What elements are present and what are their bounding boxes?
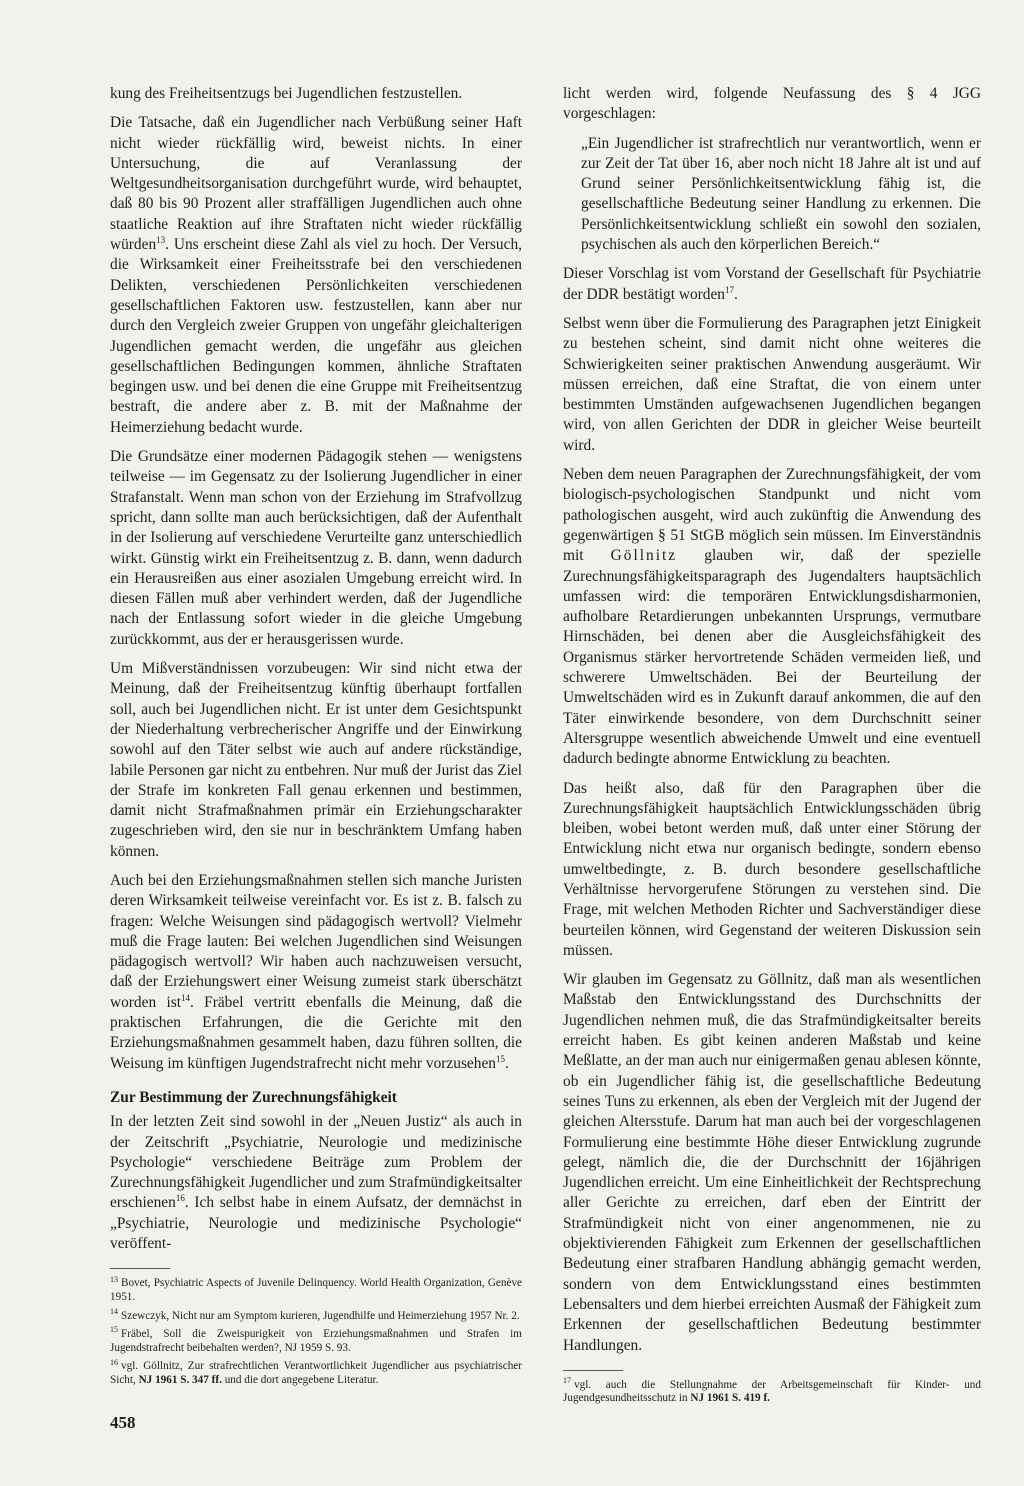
footnote-13: $^{13}$ Bovet, Psychiatric Aspects of Juvenile Delinquency. World Health Organization, Genève 1951. <box>110 1274 522 1303</box>
paragraph: In der letzten Zeit sind sowohl in der „Neuen Justiz“ als auch in der Zeitschrift „Psychiatrie, Neurologie und medizinische Psychologie“ verschiedene Beiträge zum Problem der Zurechnungsfähigkeit Jugendlicher und zum Strafmündigkeitsalter erschienen$^{16}$. Ich selbst habe in einem Aufsatz, der demnächst in „Psychiatrie, Neurologie und medizinische Psychologie“ veröffent- <box>110 1113 523 1253</box>
footnote-16: $^{16}$ vgl. Göllnitz, Zur strafrechtlichen Verantwortlichkeit Jugendlicher aus psychiatrischer Sicht, NJ 1961 S. 347 ff. und die dort angegebene Literatur. <box>110 1357 522 1386</box>
footnote-14: $^{14}$ Szewczyk, Nicht nur am Symptom kurieren, Jugendhilfe und Heimerziehung 1957 Nr. 2. <box>110 1306 520 1322</box>
page-number: 458 <box>110 1413 136 1432</box>
footnote-divider <box>110 1268 170 1269</box>
paragraph: Die Tatsache, daß ein Jugendlicher nach Verbüßung seiner Haft nicht wieder rückfällig wird, beweist nichts. In einer Untersuchung, die auf Veranlassung der Weltgesundheitsorganisation durchgeführt wurde, wird behauptet, daß 80 bis 90 Prozent aller straffälligen Jugendlichen auch ohne staatliche Reaktion auf ihre Straftaten nicht wieder rückfällig würden$^{13}$. Uns erscheint diese Zahl als viel zu hoch. Der Versuch, die Wirksamkeit einer Freiheitsstrafe bei den verschiedenen Delikten, verschiedenen Persönlichkeiten verschiedenen gesellschaftlichen Faktoren usw. festzustellen, kann aber nur durch den Vergleich zweier Gruppen von ungefähr gleichalterigen Jugendlichen gemacht werden, die ungefähr aus gleichen gesellschaftlichen Bedingungen kommen, ähnliche Straftaten begingen usw. und bei denen die eine Gruppe mit Freiheitsentzug bestraft, die andere aber z. B. mit der Maßnahme der Heimerziehung bedacht wurde. <box>110 114 522 436</box>
paragraph: Wir glauben im Gegensatz zu Göllnitz, daß man als wesentlichen Maßstab den Entwicklungsstand des Durchschnitts der Jugendlichen nehmen muß, die das Strafmündigkeitsalter bereits erreicht haben. Es gibt keinen anderen Maßstab und keine Meßlatte, an der man auch nur einigermaßen genau ablesen könnte, ob ein Jugendlicher fähig ist, die gesellschaftliche Bedeutung seines Tuns zu erkennen, als eben der Vergleich mit der Jugend der gleichen Altersstufe. Darum hat man auch bei der vorgeschlagenen Formulierung eine bestimmte Höhe dieser Entwicklung zugrunde gelegt, nämlich die, die der Durchschnitt der 16jährigen Jugendlichen erreicht. Um eine Einheitlichkeit der Rechtsprechung aller Gerichte zu erreichen, darf eben der Eintritt der Strafmündigkeit nicht von einer angenommenen, nie zu objektivierenden Fähigkeit zum Erkennen der gesellschaftlichen Bedeutung einer strafbaren Handlung abhängig gemacht werden, sondern von dem Entwicklungsstand eines bestimmten Lebensalters und dem hierbei erreichten Ausmaß der Fähigkeit zum Erkennen der gesellschaftlichen Bedeutung bestimmter Handlungen. <box>563 971 981 1354</box>
paragraph: kung des Freiheitsentzugs bei Jugendlichen festzustellen. <box>110 85 463 102</box>
right-column <box>563 84 981 1411</box>
footnote-divider <box>563 1370 623 1371</box>
paragraph: Selbst wenn über die Formulierung des Paragraphen jetzt Einigkeit zu bestehen scheint, sind damit nicht ohne weiteres die Schwierigkeiten seiner praktischen Anwendung ausgeräumt. Wir müssen erreichen, daß eine Straftat, die von einem unter bestimmten Umständen aufgewachsenen Jugendlichen begangen wird, von allen Gerichten der DDR in gleicher Weise beurteilt wird. <box>563 314 981 454</box>
author-name: Göllnitz <box>610 547 678 565</box>
section-heading: Zur Bestimmung der Zurechnungsfähigkeit <box>110 1088 397 1106</box>
paragraph: licht werden wird, folgende Neufassung des § 4 JGG vorgeschlagen: <box>563 85 981 123</box>
footnote-ref[interactable]: 14 <box>181 992 191 1003</box>
footnote-ref[interactable]: 15 <box>495 1053 505 1064</box>
paragraph: Das heißt also, daß für den Paragraphen über die Zurechnungsfähigkeit hauptsächlich Entwicklungsschäden übrig bleiben, wobei betont werden muß, daß unter einer Störung der Entwicklung nicht etwa nur organisch bedingte, sondern ebenso umweltbedingte, z. B. durch besondere gesellschaftliche Verhältnisse hervorgerufene Störungen zu verstehen sind. Die Frage, mit welchen Methoden Richter und Sachverständiger diese beurteilen können, wird Gegenstand der weiteren Diskussion sein müssen. <box>563 779 981 959</box>
footnote-17: $^{17}$ vgl. auch die Stellungnahme der Arbeitsgemeinschaft für Kinder- und Jugendgesundheitsschutz in NJ 1961 S. 419 f. <box>563 1376 981 1405</box>
paragraph: Die Grundsätze einer modernen Pädagogik stehen — wenigstens teilweise — im Gegensatz zu der Isolierung Jugendlicher in einer Strafanstalt. Wenn man schon von der Erziehung im Strafvollzug spricht, dann sollte man auch berücksichtigen, daß der Aufenthalt in der Isolierung auf verschiedene Verurteilte ganz unterschiedlich wirkt. Günstig wirkt ein Freiheitsentzug z. B. dann, wenn dadurch ein Herausreißen aus einer asozialen Umgebung erreicht wird. In diesen Fällen muß aber verhindert werden, daß der Jugendliche nach der Entlassung sofort wieder in die gleiche Umgebung zurückkommt, aus der er herausgerissen wurde. <box>110 448 522 648</box>
footnote-ref[interactable]: 13 <box>156 234 166 245</box>
paragraph: Um Mißverständnissen vorzubeugen: Wir sind nicht etwa der Meinung, daß der Freiheitsentzug künftig überhaupt fortfallen soll, auch bei Jugendlichen nicht. Er ist unter dem Gesichtspunkt der Niederhaltung verbrecherischer Angriffe und der Einwirkung sowohl auf den Täter selbst wie auch auf andere rückständige, labile Personen gar nicht zu entbehren. Nur muß der Jurist das Ziel der Strafe im konkreten Fall genau erkennen und bestimmen, damit nicht Strafmaßnahmen primär ein Erziehungscharakter zugeschrieben wird, den sie nur in beschränktem Umfang haben können. <box>110 660 523 860</box>
left-column <box>110 84 522 1392</box>
footnote-ref[interactable]: 17 <box>725 284 734 295</box>
paragraph: Auch bei den Erziehungsmaßnahmen stellen sich manche Juristen deren Wirksamkeit teilweise vereinfacht vor. Es ist z. B. falsch zu fragen: Welche Weisungen sind pädagogisch wertvoll? Vielmehr muß die Frage lauten: Bei welchen Jugendlichen sind Weisungen pädagogisch wertvoll? Wir haben auch nachzuweisen versucht, daß der Erziehungswert einer Weisung zumeist stark überschätzt worden ist$^{14}$. Fräbel vertritt ebenfalls die Meinung, daß die praktischen Erfahrungen, die die Gerichte mit den Erziehungsmaßnahmen gesammelt haben, dazu führen sollten, die Weisung im künftigen Jugendstrafrecht nicht mehr vorzusehen$^{15}$. <box>110 871 523 1072</box>
footnote-15: $^{15}$ Fräbel, Soll die Zweispurigkeit von Erziehungsmaßnahmen und Strafen im Jugendstrafrecht beibehalten werden?, NJ 1959 S. 93. <box>110 1325 522 1354</box>
footnote-ref[interactable]: 16 <box>175 1193 185 1204</box>
paragraph: Neben dem neuen Paragraphen der Zurechnungsfähigkeit, der vom biologisch-psychologischen Standpunkt und nicht vom pathologischen ausgeht, wird auch zukünftig die Anwendung des gegenwärtigen § 51 StGB möglich sein müssen. Im Einverständnis mit Göllnitz glauben wir, daß der spezielle Zurechnungsfähigkeitsparagraph des Jugendalters hauptsächlich umfassen wird: die temporären Entwicklungsdisharmonien, aufholbare Retardierungen unbekannten Ursprungs, vermutbare Hirnschäden, bei denen aber die Ausgleichsfähigkeit des Organismus stärker hervortretende Schäden vermeiden ließ, und schwerere Umweltschäden. Bei der Beurteilung der Umweltschäden wird es in Zukunft darauf ankommen, die auf den Täter einwirkende besondere, von dem Durchschnitt seiner Altersgruppe wesentlich abweichende Umwelt und eine eventuell dadurch bedingte abnorme Entwicklung zu beachten. <box>563 466 981 768</box>
paragraph: Dieser Vorschlag ist vom Vorstand der Gesellschaft für Psychiatrie der DDR bestätigt worden$^{17}$. <box>563 265 981 303</box>
block-quote: „Ein Jugendlicher ist strafrechtlich nur verantwortlich, wenn er zur Zeit der Tat über 16, aber noch nicht 18 Jahre alt ist und auf Grund seiner Persönlichkeitsentwicklung fähig ist, die gesellschaftliche Bedeutung seiner Handlung zu erkennen. Die Persönlichkeitsentwicklung schließt ein sowohl den sozialen, psychischen als auch den körperlichen Bereich.“ <box>581 134 981 254</box>
